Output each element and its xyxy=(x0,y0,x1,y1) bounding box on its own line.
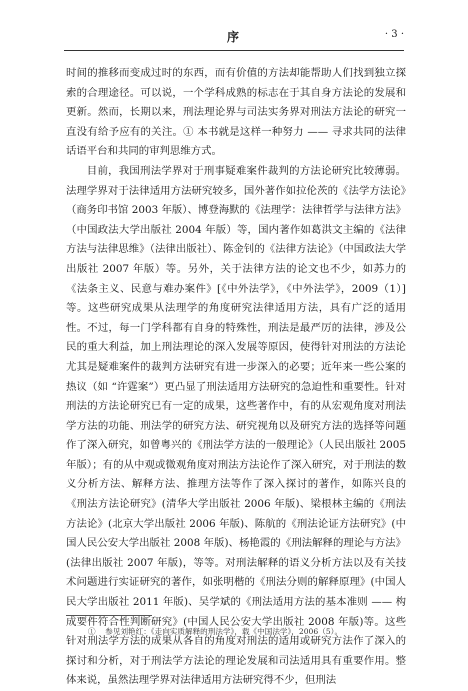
page-number: · 3 · xyxy=(384,29,404,40)
footnote xyxy=(88,626,408,638)
paragraph-continuation: 时间的推移而变成过时的东西，而有价值的方法却能帮助人们找到独立探索的合理途径。可以说，一个学科成熟的标志在于其自身方法论的发展和更新。然而，长期以来，刑法理论界与司法实务界对刑法方法论的研究一直没有给予应有的关注。① 本书就是这样一种努力 —— 寻求共同的法律话语平台和共同的审判思维方式。 xyxy=(66,67,406,158)
footnote-rule xyxy=(66,615,152,616)
footnote-text: 参见刘艳红：《走向实质解释的刑法学》，载《中国法学》，2006（5）。 xyxy=(105,627,343,636)
paragraph: 目前，我国刑法学界对于刑事疑难案件裁判的方法论研究比较薄弱。法理学界对于法律适用方法研究较多，国外著作如拉伦茨的《法学方法论》（商务印书馆 2003 年版）、博登海默的《法理学：法律哲学与法律方法》（中国政法大学出版社 2004 年版）等，国内著作如葛洪文主编的《法律方法与法律思维》（法律出版社）、陈金钊的《法律方法论》（中国政法大学出版社 2007 年版）等。另外，关于法律方法的论文也不少，如苏力的《法条主义、民意与难办案件》[《中外法学》，《中外法学》，2009（1）]等。这些研究成果从法理学的角度研究法律适用方法，具有广泛的适用性。不过，每一门学科都有自身的特殊性，刑法是最严厉的法律，涉及公民的重大利益，加上刑法理论的深入发展等原因，使得针对刑法的方法论尤其是疑难案件的裁判方法研究有进一步深入的必要；近年来一些公案的热议（如 “许霆案”）更凸显了刑法适用方法研究的急迫性和重要性。针对刑法的方法论研究已有一定的成果，这些著作中，有的从宏观角度对刑法学方法的功能、刑法学的研究方法、研究视角以及研究方法的选择等问题作了深入研究，如曾粤兴的《刑法学方法的一般理论》（人民出版社 2005 年版）；有的从中观或微观角度对刑法方法论作了深入研究，对于刑法的数义分析方法、解释方法、推理方法等作了深入探讨的著作，如陈兴良的《刑法方法论研究》(清华大学出版社 2006 年版)、梁根林主编的《刑法方法论》(北京大学出版社 2006 年版)、陈航的《刑法论证方法研究》(中国人民公安大学出版社 2008 年版)、杨艳霞的《刑法解释的理论与方法》(法律出版社 2007 年版)，等等。对刑法解释的语义分析方法以及有关技术问题进行实证研究的著作，如张明楷的《刑法分则的解释原理》(中国人民大学出版社 2011 年版)、吴学斌的《刑法适用方法的基本准则 —— 构成要件符合性判断研究》(中国人民公安大学出版社 2008 年版)等。这些针对刑法学方法的成果从各自的角度对刑法的适用或研究方法作了深入的探讨和分析，对于刑法学方法论的理论发展和司法适用具有重要作用。整体来说，虽然法理学界对法律适用方法研究得不少，但刑法 xyxy=(66,164,406,687)
body-text xyxy=(66,64,406,691)
footnote-marker: ① xyxy=(88,627,96,636)
header-title: 序 xyxy=(226,30,241,44)
running-header xyxy=(64,28,404,48)
header-rule xyxy=(64,50,404,51)
